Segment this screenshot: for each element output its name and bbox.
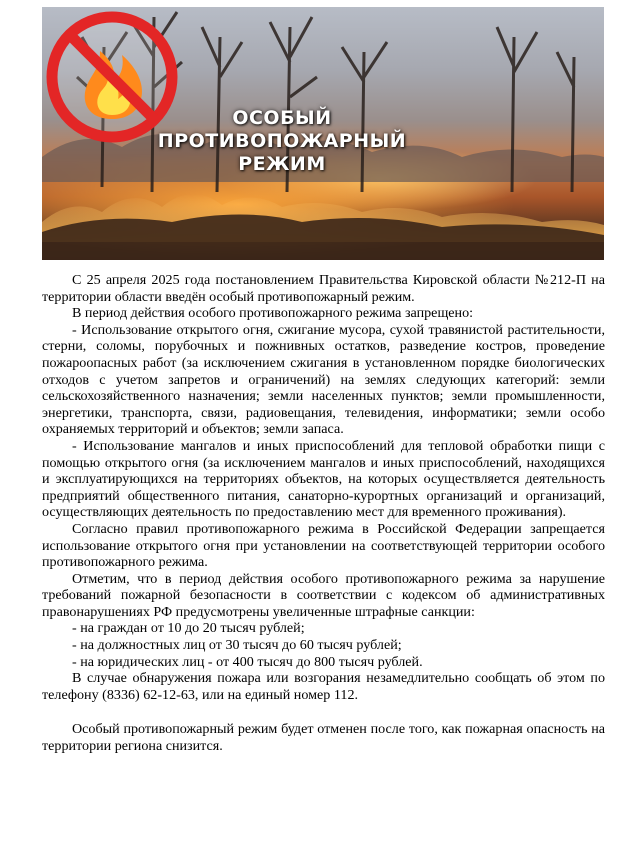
banner-image (42, 7, 604, 260)
notice-body (42, 272, 605, 755)
banner-title-line-1: ОСОБЫЙ (232, 107, 332, 129)
banner-title-line-3: РЕЖИМ (238, 153, 326, 175)
paragraph-prohibited-heading: В период действия особого противопожарного режима запрещено: (72, 305, 474, 322)
paragraph-intro: С 25 апреля 2025 года постановлением Правительства Кировской области №212-П на территории области введён особый противопожарный режим. (42, 272, 605, 305)
paragraph-fines: Отметим, что в период действия особого противопожарного режима за нарушение требований пожарной безопасности в соответствии с кодексом об административных правонарушениях РФ предусмотрены увеличенные штрафные санкции: (42, 570, 605, 620)
banner-title (152, 107, 412, 176)
fine-item-citizens: - на граждан от 10 до 20 тысяч рублей; (72, 620, 305, 637)
paragraph-closing: Особый противопожарный режим будет отменен после того, как пожарная опасность на территории региона снизится. (42, 721, 605, 755)
no-fire-icon (42, 7, 182, 147)
paragraph-grill-ban: - Использование мангалов и иных приспособлений для тепловой обработки пищи с помощью открытого огня (за исключением мангалов и иных приспособлений, находящихся и эксплуатирующихся на территориях объектов, на которых осуществляется деятельность предприятий общественного питания, санаторно-курортных организаций и организаций, осуществляющих деятельность по предоставлению мест для временного проживания). (42, 437, 605, 521)
paragraph-report-fire: В случае обнаружения пожара или возгорания незамедлительно сообщать об этом по телефону (8336) 62-12-63, или на единый номер 112. (42, 670, 605, 703)
paragraph-fire-rules: Согласно правил противопожарного режима в Российской Федерации запрещается использование открытого огня при установлении на соответствующей территории особого противопожарного режима. (42, 520, 605, 571)
banner-title-line-2: ПРОТИВОПОЖАРНЫЙ (157, 130, 407, 152)
fine-item-legal-entities: - на юридических лиц - от 400 тысяч до 800 тысяч рублей. (72, 653, 423, 670)
paragraph-open-fire-ban: - Использование открытого огня, сжигание мусора, сухой травянистой растительности, стерни, соломы, порубочных и пожнивных остатков, разведение костров, проведение пожароопасных работ (за исключением сжигания в установленном порядке биологических отходов с учетом запретов и ограничений) на землях следующих категорий: земли сельскохозяйственного назначения; земли населенных пунктов; земли промышленности, энергетики, транспорта, связи, радиовещания, телевидения, информатики; земли особо охраняемых территорий и объектов; земли запаса. (42, 321, 605, 438)
fine-item-officials: - на должностных лиц от 30 тысяч до 60 тысяч рублей; (72, 637, 402, 654)
